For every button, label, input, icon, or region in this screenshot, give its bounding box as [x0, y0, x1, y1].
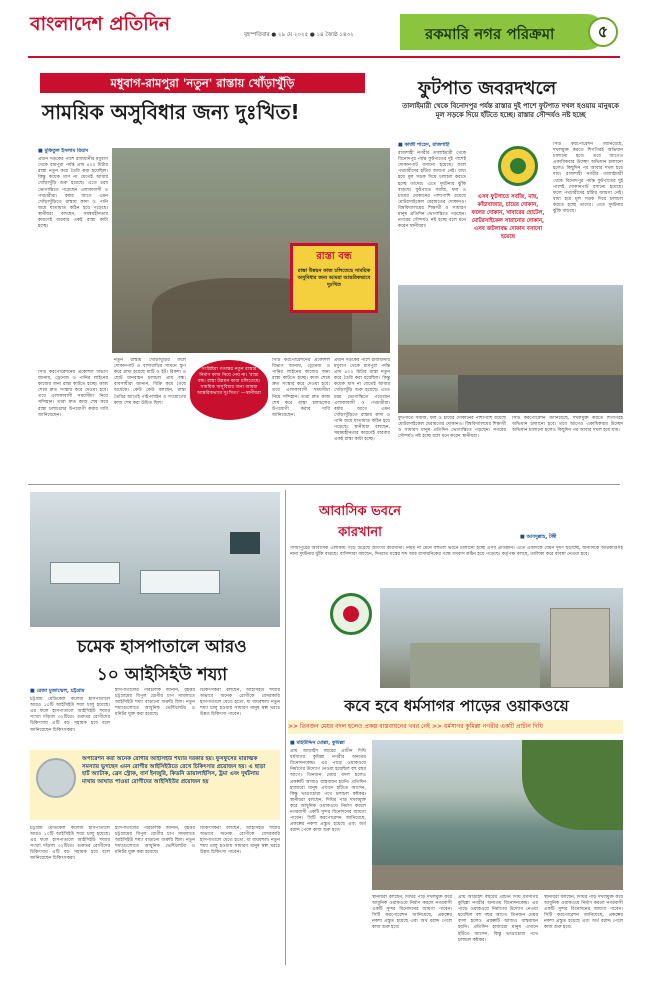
row-divider-1	[28, 484, 620, 485]
date-line: বৃহস্পতিবার ● ২৯ মে ২০২৫ ● ১৪ জ্যৈষ্ঠ ১৪৩২	[244, 32, 354, 38]
road-closed-sign	[290, 243, 378, 313]
story2-headline: ফুটপাত জবরদখলে	[418, 78, 557, 99]
photo-building-shape	[112, 148, 390, 238]
page-number-badge	[588, 17, 618, 47]
story2-callout-text: এসব ফুটপাতে সবজি, মাছ, কাঁচাবাজার, চায়ের দোকান, ফলের দোকান, খাবারের হোটেল, মোটরসাইকেল সারানোর দোকান, এসব জটলাবদ্ধ দোকান বসানো হয়েছে	[471, 194, 545, 240]
story4-body	[290, 546, 623, 586]
story5-col4	[544, 895, 623, 965]
story5-byline: ■ মহিউদ্দিন মোল্লা, কুমিল্লা	[290, 740, 345, 746]
sign-title: রাস্তা বন্ধ	[316, 251, 352, 262]
story4-headline-1: আবাসিক ভবনে	[318, 504, 401, 519]
story1-body-2: নতুন রাস্তায় খোঁড়াখুঁড়ির ফলে দোকানপাট ও বাসাবাড়ির সামনে স্তূপ করে রাখা হয়েছে মাটি ও ইট। রিকশা ও ছোট যানবাহন চলাচল প্রায় বন্ধ। ব্যবসায়ীরা জানান, বিক্রি কমে গেছে অর্ধেকে। কেউ কেউ বলছেন, রাস্তা তৈরির আগেই পাইপলাইন ও সংযোগের কাজ শেষ করা উচিত ছিল।	[114, 358, 186, 406]
story3-col2	[115, 688, 195, 743]
story2-deck: তালাইমারী থেকে বিনোদপুর পর্যন্ত রাস্তার দুই পাশে ফুটপাত দখল হওয়ায় মানুষকে মূল সড়কে দিয়ে হাঁটতে হচ্ছে। রাস্তার সৌন্দর্যও নষ্ট হচ্ছে	[402, 102, 619, 119]
story1-kicker-band	[40, 73, 365, 93]
story3-col1	[30, 688, 110, 743]
story1-quote-box	[190, 360, 268, 420]
sign-text: রাস্তা উন্নয়ন কাজ চলিতেছে সাময়িক অসুবিধার জন্য আমরা আন্তরিকভাবে দুঃখিত	[297, 268, 371, 288]
story-factory	[290, 488, 623, 688]
story3-col6	[200, 826, 280, 921]
story2-body-2b: ফুটপাতে সবজি, ফল ও চায়ের দোকানের পাশাপাশি রয়েছে মোটরসাইকেল মেরামতের দোকানও। বিশ্ববিদ্যালয়ের শিক্ষার্থী ও সাধারণ মানুষ প্রতিদিন ভোগান্তিতে পড়ছেন। নগরের সৌন্দর্যও নষ্ট হচ্ছে বলে মনে করেন স্থানীয়রা।	[398, 416, 506, 440]
seal-inner	[510, 158, 526, 174]
story1-body-4: প্রধান সড়কের পাশে রাজধানীর মধুবাগ থেকে রামপুরা পর্যন্ত প্রায় ৪০০ মিটার রাস্তা নতুন করে তৈরি করা হয়েছিল। কিন্তু কয়েক মাস না যেতেই আবার খোঁড়াখুঁড়ি শুরু হয়েছে। এতে চরম ভোগান্তিতে পড়েছেন এলাকাবাসী ও পথচারীরা। বর্ষার আগে এমন খোঁড়াখুঁড়িতে রাস্তায় কাদা ও পানি জমে যাতায়াত কঠিন হয়ে পড়েছে। স্থানীয়রা বলছেন, সমন্বয়হীনতার কারণেই বারবার একই রাস্তা কাটা হচ্ছে।	[334, 358, 390, 443]
story5-taglines	[288, 720, 623, 734]
road-digging-photo	[112, 148, 390, 353]
photo-bed-2	[140, 570, 220, 594]
footpath-photo	[398, 285, 623, 413]
story2-byline: ■ কাজী শাহেদ, রাজশাহী	[398, 142, 450, 148]
rajshahi-city-seal	[498, 146, 538, 186]
photo-road	[458, 375, 623, 413]
story-icu	[30, 488, 280, 968]
story2-callout	[468, 190, 548, 285]
story5-col3	[458, 895, 538, 965]
story1-col3	[114, 358, 186, 476]
photo-monitor	[230, 532, 260, 554]
story3-body-2b: হাসপাতালের পরিচালক জানান, বৃহত্তর চট্টগ্রামের বিপুল রোগীর চাপ সামলাতে আইসিইউ শয্যা বাড়ানো জরুরি ছিল। নতুন শয্যাগুলোতে আধুনিক ভেন্টিলেটর ও মনিটর যুক্ত করা হয়েছে।	[115, 826, 195, 856]
story3-col3	[200, 688, 280, 743]
story5-tagline-1: তিনজন মেয়র বদল হলেও প্রকল্প বাস্তবায়নের খবর নেই	[299, 723, 431, 730]
story4-headline	[290, 502, 430, 544]
story3-body-3: চিকিৎসকরা বলছেন, আইসিইউ শয্যার অভাবে অনেক রোগীকে বেসরকারি হাসপাতালে যেতে হতো, যা ব্যয়বহুল। নতুন শয্যা চালু হওয়ায় সাধারণ মানুষ স্বল্প খরচে উন্নত চিকিৎসা পাবেন।	[200, 688, 280, 718]
story1-body-1: প্রধান সড়কের পাশে রাজধানীর মধুবাগ থেকে রামপুরা পর্যন্ত প্রায় ৪০০ মিটার রাস্তা নতুন করে তৈরি করা হয়েছিল। কিন্তু কয়েক মাস না যেতেই আবার খোঁড়াখুঁড়ি শুরু হয়েছে। এতে চরম ভোগান্তিতে পড়েছেন এলাকাবাসী ও পথচারীরা। বর্ষার আগে এমন খোঁড়াখুঁড়িতে রাস্তায় কাদা ও পানি জমে যাতায়াত কঠিন হয়ে পড়েছে। স্থানীয়রা বলছেন, সমন্বয়হীনতার কারণেই বারবার একই রাস্তা কাটা হচ্ছে।	[38, 157, 108, 230]
gazipur-seal	[330, 593, 372, 635]
story5-body-1: প্রায় আড়াইশ বছরের প্রাচীন দিঘি ধর্মসাগর কুমিল্লা নগরীর অন্যতম বিনোদনকেন্দ্র। এর পাড়ে ওয়াকওয়ে নির্মাণের উদ্যোগ নেওয়া হয়েছিল বহু বছর আগে। তিনজন মেয়র বদল হলেও প্রকল্পটি আজও বাস্তবায়ন হয়নি। প্রতিদিন হাজারো মানুষ এখানে হাঁটতে আসেন, কিন্তু ভাঙাচোরা পথে চলাচল কষ্টকর।	[290, 749, 366, 797]
story1-body-1b: সিটি করপোরেশনের প্রকৌশল বিভাগ জানায়, ড্রেনেজ ও পানির লাইনের কাজের জন্য রাস্তা কাটতে হচ্ছে। কাজ শেষে দ্রুত সংস্কার করে দেওয়া হবে। তবে এলাকাবাসী সময়সীমা নিয়ে সন্দিহান। তারা দ্রুত কাজ শেষ করে রাস্তা চলাচলের উপযোগী করার দাবি জানিয়েছেন।	[38, 370, 108, 418]
story1-col5	[334, 358, 390, 476]
story3-byline: ■ রেজা মুজাম্মেল, চট্টগ্রাম	[30, 688, 85, 694]
story3-body-2: হাসপাতালের পরিচালক জানান, বৃহত্তর চট্টগ্রামের বিপুল রোগীর চাপ সামলাতে আইসিইউ শয্যা বাড়ানো জরুরি ছিল। নতুন শয্যাগুলোতে আধুনিক ভেন্টিলেটর ও মনিটর যুক্ত করা হয়েছে।	[115, 688, 195, 718]
story4-headline-2: কারখানা	[338, 525, 382, 540]
story5-body-2c: স্থানীয়রা বলছেন, দিঘির পাড় দখলমুক্ত করে আধুনিক ওয়াকওয়ে নির্মাণ করলে নগরবাসী একটি সুন্দর বিনোদনের জায়গা পাবেন। সিটি করপোরেশন জানিয়েছে, প্রকল্পের নকশা প্রস্তুত হয়েছে এবং অর্থ বরাদ্দ পেলে কাজ শুরু হবে।	[544, 895, 623, 931]
story1-byline: ■ মুকিতুল ইসলাম রিয়াদ	[38, 148, 89, 154]
photo-shop-row	[398, 345, 623, 375]
masthead-rule	[28, 56, 620, 58]
story-walkway	[290, 692, 623, 968]
pond-photo	[372, 740, 623, 890]
story1-body-3: সিটি করপোরেশনের প্রকৌশল বিভাগ জানায়, ড্রেনেজ ও পানির লাইনের কাজের জন্য রাস্তা কাটতে হচ্ছে। কাজ শেষে দ্রুত সংস্কার করে দেওয়া হবে। তবে এলাকাবাসী সময়সীমা নিয়ে সন্দিহান। তারা দ্রুত কাজ শেষ করে রাস্তা চলাচলের উপযোগী করার দাবি জানিয়েছেন।	[272, 358, 330, 418]
story3-body-3b: চিকিৎসকরা বলছেন, আইসিইউ শয্যার অভাবে অনেক রোগীকে বেসরকারি হাসপাতালে যেতে হতো, যা ব্যয়বহুল। নতুন শয্যা চালু হওয়ায় সাধারণ মানুষ স্বল্প খরচে উন্নত চিকিৎসা পাবেন।	[200, 826, 280, 856]
story2-body-3: সিটি করপোরেশন জানিয়েছে, দখলমুক্ত করতে শিগগিরই অভিযান চালানো হবে। তবে আগেও একাধিকবার উচ্ছেদ অভিযান চালানো হলেও কিছুদিন পর আবার দখল হয়ে যায়।	[553, 142, 623, 178]
story4-body-1: গাজীপুরের আবাসিক এলাকায় গড়ে উঠেছে অসংখ্য কারখানা। নিয়ম না মেনে বহুতল ভবনে চালানো হচ্ছে এসব প্রতিষ্ঠান। এতে একদিকে যেমন দূষণ ছড়াচ্ছে, অন্যদিকে অগ্নিকাণ্ডসহ নানা দুর্ঘটনার ঝুঁকি বাড়ছে। বাসিন্দারা বলছেন, দিনরাত যন্ত্রের শব্দ আর রাসায়নিকের গন্ধে বসবাস কঠিন হয়ে পড়েছে। কর্তৃপক্ষ বলছে, তালিকা করে ব্যবস্থা নেওয়া হবে।	[290, 546, 623, 558]
story1-headline: সাময়িক অসুবিধার জন্য দুঃখিত!	[42, 100, 300, 124]
masthead-logo	[30, 10, 180, 36]
story3-col5	[115, 826, 195, 921]
photo-bed-1	[50, 562, 120, 584]
story2-body-1: রাজশাহী নগরীর তালাইমারী থেকে বিনোদপুর পর্যন্ত ফুটপাতের দুই পাশেই দোকানপাট বসানো হয়েছে। ফলে পথচারীদের হাঁটার জায়গা নেই। বাধ্য হয়ে মূল সড়ক দিয়ে চলাচল করতে হচ্ছে তাদের। এতে দুর্ঘটনার ঝুঁকি বাড়ছে।	[398, 151, 466, 193]
story3-headline-1: চমেক হাসপাতালে আরও	[77, 637, 247, 657]
factory-photo	[380, 588, 623, 688]
story5-tagline-2: ধর্মসাগর কুমিল্লা নগরীর একটি প্রাচীন দিঘি	[443, 723, 543, 730]
story3-col4	[30, 826, 110, 921]
masthead	[0, 0, 650, 70]
story1-col1	[38, 148, 108, 368]
story2-body-1c: রাজশাহী নগরীর তালাইমারী থেকে বিনোদপুর পর্যন্ত ফুটপাতের দুই পাশেই দোকানপাট বসানো হয়েছে। ফলে পথচারীদের হাঁটার জায়গা নেই। বাধ্য হয়ে মূল সড়ক দিয়ে চলাচল করতে হচ্ছে তাদের। এতে দুর্ঘটনার ঝুঁকি বাড়ছে।	[553, 172, 623, 215]
story5-body-1b: প্রায় আড়াইশ বছরের প্রাচীন দিঘি ধর্মসাগর কুমিল্লা নগরীর অন্যতম বিনোদনকেন্দ্র। এর পাড়ে ওয়াকওয়ে নির্মাণের উদ্যোগ নেওয়া হয়েছিল বহু বছর আগে। তিনজন মেয়র বদল হলেও প্রকল্পটি আজও বাস্তবায়ন হয়নি। প্রতিদিন হাজারো মানুষ এখানে হাঁটতে আসেন, কিন্তু ভাঙাচোরা পথে চলাচল কষ্টকর।	[458, 895, 538, 943]
story3-callout-box	[30, 750, 280, 820]
story2-col3	[398, 416, 506, 476]
col-divider	[285, 490, 286, 965]
seal-inner-2	[343, 606, 359, 622]
story2-body-2: ফুটপাতে সবজি, ফল ও চায়ের দোকানের পাশাপাশি রয়েছে মোটরসাইকেল মেরামতের দোকানও। বিশ্ববিদ্যালয়ের শিক্ষার্থী ও সাধারণ মানুষ প্রতিদিন ভোগান্তিতে পড়ছেন। নগরের সৌন্দর্যও নষ্ট হচ্ছে বলে মনে করেন স্থানীয়রা।	[398, 187, 466, 230]
story5-headline: কবে হবে ধর্মসাগর পাড়ের ওয়াকওয়ে	[344, 697, 569, 715]
story3-headline	[42, 634, 282, 690]
story1-col4	[272, 358, 330, 476]
story5-body-2: স্থানীয়রা বলছেন, দিঘির পাড় দখলমুক্ত করে আধুনিক ওয়াকওয়ে নির্মাণ করলে নগরবাসী একটি সুন্দর বিনোদনের জায়গা পাবেন। সিটি করপোরেশন জানিয়েছে, প্রকল্পের নকশা প্রস্তুত হয়েছে এবং অর্থ বরাদ্দ পেলে কাজ শুরু হবে।	[290, 797, 366, 834]
story-footpath	[398, 70, 623, 480]
story3-headline-2: ১০ আইসিইউ শয্যা	[96, 665, 228, 685]
story5-col1	[290, 740, 366, 965]
story1-quote: সংশ্লিষ্টরা গত্যন্তর নতুন রাস্তার নির্মাণ কাজ নিয়ে নেয় না। 'রাস্তা বন্ধ। রাস্তা উন্নয়ন কাজ চলিতেছে। সাময়িক অসুবিধার জন্য আমরা আন্তরিকভাবে দুঃখিত।' —স্থানীয়রা	[196, 367, 262, 396]
photo-shed	[410, 643, 540, 688]
story1-col2	[38, 370, 108, 475]
story3-callout-text: অপারেশন করা অনেক রোগীর আইসিইউ শয্যার দরকার হয়। ফুসফুসের মারাত্মক সমস্যায় ভুগছেন এমন রোগীর আইসিইউতে রেখে চিকিৎসার প্রয়োজন হয়। এ ছাড়া হার্ট অ্যাটাক, ব্রেন স্ট্রোক, বার্ন ইনজুরি, কিডনি ডায়ালাইসিস, ট্রমা এবং দুর্ঘটনায় মাথায় আঘাত পাওয়া রোগীদের আইসিইউর প্রয়োজন হয়	[82, 756, 266, 785]
logo-text: বাংলাদেশ প্রতিদিন	[30, 13, 171, 35]
story2-col4	[512, 416, 623, 476]
story5-body-2b: স্থানীয়রা বলছেন, দিঘির পাড় দখলমুক্ত করে আধুনিক ওয়াকওয়ে নির্মাণ করলে নগরবাসী একটি সুন্দর বিনোদনের জায়গা পাবেন। সিটি করপোরেশন জানিয়েছে, প্রকল্পের নকশা প্রস্তুত হয়েছে এবং অর্থ বরাদ্দ পেলে কাজ শুরু হবে।	[372, 895, 452, 931]
story3-body-1b: চট্টগ্রাম মেডিকেল কলেজ হাসপাতালে আরও ১০টি আইসিইউ শয্যা চালু হয়েছে। এর ফলে হাসপাতালে আইসিইউ শয্যার সংখ্যা দাঁড়াল ৩২টিতে। গুরুতর রোগীদের চিকিৎসায় এটি বড় সহায়ক হবে বলে জানিয়েছেন চিকিৎসকরা।	[30, 826, 110, 862]
photo-building	[550, 608, 610, 688]
tagline-arrow-2: >>	[431, 723, 444, 730]
section-title: রকমারি নগর পরিক্রমা	[425, 25, 555, 43]
tagline-arrow-1: >>	[288, 723, 300, 730]
story3-body-1: চট্টগ্রাম মেডিকেল কলেজ হাসপাতালে আরও ১০টি আইসিইউ শয্যা চালু হয়েছে। এর ফলে হাসপাতালে আইসিইউ শয্যার সংখ্যা দাঁড়াল ৩২টিতে। গুরুতর রোগীদের চিকিৎসায় এটি বড় সহায়ক হবে বলে জানিয়েছেন চিকিৎসকরা।	[30, 697, 110, 733]
story4-byline: ■ আবদুল্লাহ, টঙ্গী	[520, 534, 557, 540]
story-road-digging	[30, 70, 390, 480]
callout-bed-image	[36, 758, 76, 798]
story1-kicker: মধুবাগ-রামপুরা 'নতুন' রাস্তায় খোঁড়াখুঁড়ি	[110, 76, 295, 90]
icu-photo	[30, 492, 280, 627]
photo-trees	[522, 740, 623, 830]
story2-body-3b: সিটি করপোরেশন জানিয়েছে, দখলমুক্ত করতে শিগগিরই অভিযান চালানো হবে। তবে আগেও একাধিকবার উচ্ছেদ অভিযান চালানো হলেও কিছুদিন পর আবার দখল হয়ে যায়।	[512, 416, 623, 434]
story5-col2	[372, 895, 452, 965]
page-number: ৫	[597, 22, 609, 41]
photo-path	[372, 865, 623, 890]
